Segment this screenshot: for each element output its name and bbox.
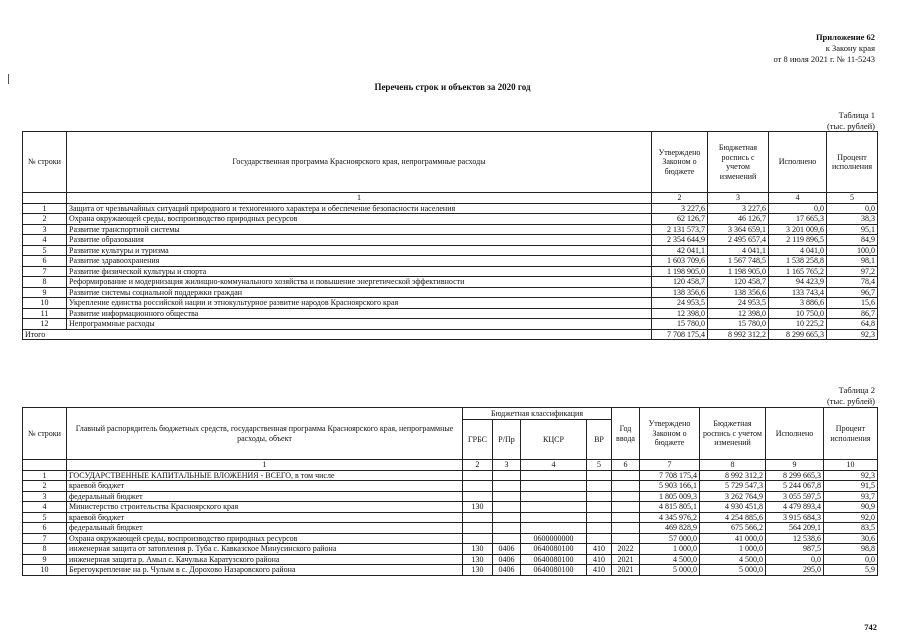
table-cell: 90,9 [824,502,878,513]
column-number-cell: 3 [493,460,521,471]
table-cell: Охрана окружающей среды, воспроизводство природных ресурсов [67,533,463,544]
table-cell: 133 743,4 [769,287,827,298]
table-cell [493,470,521,481]
table-cell [463,523,493,534]
table-cell: федеральный бюджет [67,523,463,534]
table-cell [493,523,521,534]
table-cell: 2 495 657,4 [708,235,769,246]
table-cell: 8 [23,544,67,555]
table-cell: Развитие здравоохранения [67,256,652,267]
table-cell: 5 000,0 [640,565,700,576]
table-cell: 2 [23,214,67,225]
table-cell: 3 886,6 [769,298,827,309]
table-cell: 0406 [493,565,521,576]
total-cell: 7 708 175,4 [652,329,708,340]
table1-header-cell: Процент исполнения [827,132,878,193]
table1-label: Таблица 1 [838,110,875,120]
column-number-cell [23,193,67,204]
table-row [23,491,878,502]
table-cell [587,523,612,534]
column-number-cell: 1 [67,460,463,471]
table-cell: 7 [23,266,67,277]
table-cell: 130 [463,554,493,565]
table-cell: 4 345 976,2 [640,512,700,523]
column-number-cell: 1 [67,193,652,204]
table-cell: 12 [23,319,67,330]
table-cell: Развитие образования [67,235,652,246]
table-cell: 130 [463,544,493,555]
table2-label: Таблица 2 [838,385,875,395]
table2-header-cell: ВР [587,420,612,460]
table-row [23,256,878,267]
table-cell: 469 828,9 [640,523,700,534]
table-cell: 2022 [612,544,640,555]
column-number-cell: 4 [521,460,587,471]
table-cell: 138 356,6 [652,287,708,298]
table1-units: (тыс. рублей) [826,121,875,131]
table-cell [612,470,640,481]
table-cell [463,491,493,502]
table-cell: инженерная защита р. Амыл с. Качулька Каратузского района [67,554,463,565]
document-title: Перечень строк и объектов за 2020 год [374,82,531,92]
table-cell: 98,1 [827,256,878,267]
table-cell: 4 815 805,1 [640,502,700,513]
table-cell: 42 041,1 [652,245,708,256]
total-label: Итого [23,329,652,340]
table-row [23,319,878,330]
table1-header-cell: Государственная программа Красноярского края, непрограммные расходы [67,132,652,193]
column-number-cell [23,460,67,471]
table-cell [587,491,612,502]
table-row [23,298,878,309]
table-cell: 5 [23,512,67,523]
table1-caption [827,110,875,132]
table-cell: 120 458,7 [708,277,769,288]
table-row [23,245,878,256]
table-cell: 295,0 [766,565,824,576]
table-cell: 3 227,6 [708,203,769,214]
table-row [23,277,878,288]
table-cell: 12 398,0 [652,308,708,319]
table-cell: 0,0 [827,203,878,214]
table-cell: 5,9 [824,565,878,576]
table-cell: 15 780,0 [708,319,769,330]
table2-body [23,470,878,575]
table-cell: 3 915 684,3 [766,512,824,523]
table-cell: 100,0 [827,245,878,256]
table-cell: 0600000000 [521,533,587,544]
table-cell: инженерная защита от затопления р. Туба с. Кавказское Минусинского района [67,544,463,555]
table-cell: 0,0 [824,554,878,565]
table-cell: 2021 [612,565,640,576]
table-cell: 97,2 [827,266,878,277]
table-cell: 86,7 [827,308,878,319]
table-cell [493,491,521,502]
table1-header-row [23,132,878,193]
table-cell: 1 000,0 [700,544,766,555]
table-cell: 0,0 [769,203,827,214]
table-cell: Реформирование и модернизация жилищно-коммунального хозяйства и повышение энергетической эффективности [67,277,652,288]
table-cell: 2 131 573,7 [652,224,708,235]
table-cell [587,533,612,544]
table-cell [521,512,587,523]
table-cell [612,523,640,534]
table-cell: 64,8 [827,319,878,330]
table-cell: 0640080100 [521,544,587,555]
table-cell: 0640080100 [521,565,587,576]
table-cell: 96,7 [827,287,878,298]
table-cell: 6 [23,523,67,534]
table-cell: 15 780,0 [652,319,708,330]
table-cell: федеральный бюджет [67,491,463,502]
table-cell: 4 041,0 [769,245,827,256]
table-cell: 5 729 547,3 [700,481,766,492]
table-cell: 4 479 893,4 [766,502,824,513]
table-cell: 0640080100 [521,554,587,565]
table-cell: 4 500,0 [640,554,700,565]
table-cell: Непрограммные расходы [67,319,652,330]
table2-header-cell: Р/Пр [493,420,521,460]
table-cell [612,533,640,544]
table-cell: Развитие физической культуры и спорта [67,266,652,277]
table-cell [463,512,493,523]
table-cell [521,491,587,502]
table1-total-row [23,329,878,340]
table-cell: Развитие системы социальной поддержки граждан [67,287,652,298]
table-cell [463,470,493,481]
table-cell: 7 708 175,4 [640,470,700,481]
column-number-cell: 7 [640,460,700,471]
table-cell: 4 930 451,8 [700,502,766,513]
table-cell: 1 567 748,5 [708,256,769,267]
table-cell [587,481,612,492]
table-cell: 0406 [493,544,521,555]
table-cell: Развитие транспортной системы [67,224,652,235]
column-number-cell: 2 [463,460,493,471]
column-number-cell: 2 [652,193,708,204]
table-cell [612,502,640,513]
table-cell: 130 [463,502,493,513]
table-cell: 1 165 765,2 [769,266,827,277]
table-cell: 4 [23,502,67,513]
page-number: 742 [864,622,877,632]
table1-header-cell: Исполнено [769,132,827,193]
table-cell: 7 [23,533,67,544]
table-cell: 10 750,0 [769,308,827,319]
table-cell: краевой бюджет [67,481,463,492]
table-cell: 38,3 [827,214,878,225]
table-cell [587,502,612,513]
table-cell: 98,8 [824,544,878,555]
table2-units: (тыс. рублей) [826,396,875,406]
table-cell: 12 538,6 [766,533,824,544]
table-row [23,224,878,235]
table-cell: 8 [23,277,67,288]
table-cell: ГОСУДАРСТВЕННЫЕ КАПИТАЛЬНЫЕ ВЛОЖЕНИЯ - ВСЕГО, в том числе [67,470,463,481]
table-cell: 30,6 [824,533,878,544]
table-cell: 9 [23,287,67,298]
table-cell: 1 603 709,6 [652,256,708,267]
table-cell: 2 119 896,5 [769,235,827,246]
table-row [23,554,878,565]
table-cell: 2 354 644,9 [652,235,708,246]
table2-header-cell: Бюджетная роспись с учетом изменений [700,408,766,460]
table-cell: Развитие информационного общества [67,308,652,319]
table2-column-numbers [23,460,878,471]
table1-column-numbers [23,193,878,204]
table-cell: 3 227,6 [652,203,708,214]
table-cell: 57 000,0 [640,533,700,544]
table-cell: 5 903 166,1 [640,481,700,492]
table-cell: 987,5 [766,544,824,555]
table-cell: 12 398,0 [708,308,769,319]
table-cell [587,470,612,481]
column-number-cell: 4 [769,193,827,204]
table-cell: Развитие культуры и туризма [67,245,652,256]
table-cell: 0,0 [766,554,824,565]
table2-header-row [23,408,878,420]
table-cell: 46 126,7 [708,214,769,225]
table-cell: 675 566,2 [700,523,766,534]
column-number-cell: 5 [587,460,612,471]
table-row [23,512,878,523]
table-cell: 78,4 [827,277,878,288]
table-cell: 95,1 [827,224,878,235]
total-cell: 92,3 [827,329,878,340]
table-cell: 410 [587,544,612,555]
table-cell: 1 538 258,8 [769,256,827,267]
table-cell [493,481,521,492]
table1 [22,131,878,340]
table-cell: Берегоукрепление на р. Чулым в с. Дорохово Назаровского района [67,565,463,576]
table-cell: 6 [23,256,67,267]
table2-header-cell: ГРБС [463,420,493,460]
table-cell: 2021 [612,554,640,565]
table-cell: 4 254 885,6 [700,512,766,523]
table2-header-cell: Год ввода [612,408,640,460]
table1-body [23,203,878,340]
table-cell: 8 992 312,2 [700,470,766,481]
table2-header-cell: Бюджетная классификация [463,408,612,420]
table-cell [493,512,521,523]
table-cell: 41 000,0 [700,533,766,544]
table-cell: 1 [23,470,67,481]
table-cell [612,512,640,523]
table-cell: 10 [23,298,67,309]
total-cell: 8 992 312,2 [708,329,769,340]
table-cell [521,523,587,534]
table-cell: Укрепление единства российской нации и этнокультурное развитие народов Красноярского края [67,298,652,309]
column-number-cell: 6 [612,460,640,471]
table-cell: 9 [23,554,67,565]
appendix-number: Приложение 62 [815,32,875,42]
column-number-cell: 5 [827,193,878,204]
table-row [23,481,878,492]
table1-header-cell: Утверждено Законом о бюджете [652,132,708,193]
table-cell: 24 953,5 [708,298,769,309]
table-cell: 138 356,6 [708,287,769,298]
table-row [23,287,878,298]
column-number-cell: 3 [708,193,769,204]
table-cell: 92,3 [824,470,878,481]
table2-header-cell: КЦСР [521,420,587,460]
table-cell: 3 201 009,6 [769,224,827,235]
table-cell [612,491,640,502]
table-cell: 3 055 597,5 [766,491,824,502]
table-cell: 17 665,3 [769,214,827,225]
table-cell: 62 126,7 [652,214,708,225]
table-cell [493,533,521,544]
table-cell: 3 [23,224,67,235]
table-row [23,533,878,544]
table2 [22,407,878,576]
column-number-cell: 8 [700,460,766,471]
table-row [23,235,878,246]
table-row [23,214,878,225]
table-cell: 10 [23,565,67,576]
column-number-cell: 9 [766,460,824,471]
table-cell [612,481,640,492]
table-cell: 92,0 [824,512,878,523]
table-cell [463,533,493,544]
table-cell: 84,9 [827,235,878,246]
column-number-cell: 10 [824,460,878,471]
table-cell: Охрана окружающей среды, воспроизводство природных ресурсов [67,214,652,225]
table-cell: 120 458,7 [652,277,708,288]
table2-header-cell: Утверждено Законом о бюджете [640,408,700,460]
table-cell: 1 198 905,0 [652,266,708,277]
table-row [23,266,878,277]
table-cell: 2 [23,481,67,492]
table-cell: Защита от чрезвычайных ситуаций природного и техногенного характера и обеспечение безопасности населения [67,203,652,214]
table-cell: 8 299 665,3 [766,470,824,481]
table-cell: 10 225,2 [769,319,827,330]
table-cell: 15,6 [827,298,878,309]
table-cell: 11 [23,308,67,319]
table-cell: 4 041,1 [708,245,769,256]
table-cell [493,502,521,513]
total-cell: 8 299 665,3 [769,329,827,340]
table-cell [521,502,587,513]
table-cell: 4 [23,235,67,246]
table-cell: 410 [587,565,612,576]
table2-header-cell: Главный распорядитель бюджетных средств, государственная программа Красноярского края, непрограммные расходы, объект [67,408,463,460]
table-cell: Министерство строительства Красноярского края [67,502,463,513]
law-reference: к Закону края [825,43,875,53]
table-cell [587,512,612,523]
table-cell: 93,7 [824,491,878,502]
table-cell: 91,5 [824,481,878,492]
table-row [23,308,878,319]
law-date: от 8 июля 2021 г. № 11-5243 [773,54,875,64]
table-cell: 4 500,0 [700,554,766,565]
table-cell: 3 364 659,1 [708,224,769,235]
table1-header-cell: № строки [23,132,67,193]
table2-header-cell: № строки [23,408,67,460]
document-header [774,32,875,65]
table2-header-cell: Исполнено [766,408,824,460]
table-row [23,502,878,513]
table-cell: 3 [23,491,67,502]
table-cell: 24 953,5 [652,298,708,309]
table-cell: 564 209,1 [766,523,824,534]
table-row [23,470,878,481]
table-cell: 1 [23,203,67,214]
table-cell: 3 262 764,9 [700,491,766,502]
table-cell [521,481,587,492]
table2-caption [827,385,875,407]
table-cell: краевой бюджет [67,512,463,523]
table-cell: 1 000,0 [640,544,700,555]
table-cell: 0406 [493,554,521,565]
table-cell [521,470,587,481]
table-cell: 130 [463,565,493,576]
table-cell: 1 805 009,3 [640,491,700,502]
table-cell: 83,5 [824,523,878,534]
table-cell: 1 198 905,0 [708,266,769,277]
table2-header-cell: Процент исполнения [824,408,878,460]
table-cell: 5 000,0 [700,565,766,576]
table-cell: 5 [23,245,67,256]
table-row [23,565,878,576]
table-row [23,523,878,534]
table1-header-cell: Бюджетная роспись с учетом изменений [708,132,769,193]
table-row [23,203,878,214]
table-cell [463,481,493,492]
table-cell: 94 423,9 [769,277,827,288]
table-cell: 5 244 067,8 [766,481,824,492]
table-cell: 410 [587,554,612,565]
table-row [23,544,878,555]
